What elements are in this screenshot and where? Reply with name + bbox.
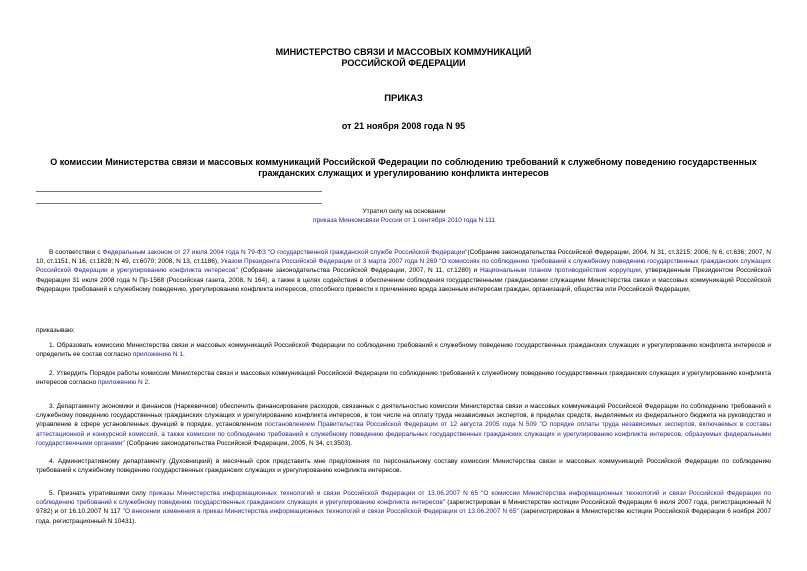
ministry-line-2: РОССИЙСКОЙ ФЕДЕРАЦИИ	[341, 58, 466, 68]
preamble-text-4: , утвержденным Президентом Российской Федерации 31 июля 2008 года N Пр-1568 (Российская газета, 2008, N 164), а также в целях содействия в обеспечении соблюдения государственными гражданскими служащими Министерства связи и массовых коммуникаций Российской Федерации требований к служебному поведению, урегулированию конфликта интересов, способного привести к причинению вреда законным интересам граждан, организаций, общества или Российской Федерации,	[36, 267, 771, 293]
item-2-text: 2. Утвердить Порядок работы комиссии Министерства связи и массовых коммуникаций Российской Федерации по соблюдению требований к служебному поведению государственных гражданских служащих и урегулированию конфликта интересов согласно	[36, 370, 771, 387]
document-title: О комиссии Министерства связи и массовых коммуникаций Российской Федерации по соблюдению требований к служебному поведению государственных гражданских служащих и урегулированию конфликта интересов	[50, 157, 757, 178]
lapsed-order-link[interactable]: приказа Минкомсвязи России от 1 сентября 2010 года N 111	[313, 217, 495, 224]
appendix-1-link[interactable]: приложению N 1	[132, 351, 183, 359]
item-1-text: 1. Образовать комиссию Министерства связи и массовых коммуникаций Российской Федерации по соблюдению требований к служебному поведению государственных гражданских служащих и урегулированию конфликта интересов и определить ее состав согласно	[36, 342, 771, 359]
item-3-end: (Собрание законодательства Российской Федерации, 2005, N 34, ст.3503).	[124, 439, 353, 447]
presidential-decree-link[interactable]: Указом Президента Российской Федерации от 3 марта 2007 года N 269 "О комиссиях по соблюдению требований к служебному поведению государственных гражданских служащих Российской Федерации и урегулированию конфликта интересов"	[36, 258, 771, 275]
preamble-text-1: В соответствии с	[49, 249, 103, 256]
document-type: ПРИКАЗ	[384, 93, 423, 104]
item-5-text-2: (зарегистрирован в Министерстве юстиции Российской Федерации 6 июля 2007 года, регистрационный N 9782) и от 16.10.2007 N 117	[36, 499, 771, 516]
item-1-end: .	[183, 351, 185, 359]
government-resolution-link[interactable]: постановлением Правительства Российской Федерации от 12 августа 2005 года N 509 "О порядке оплаты труда независимых экспертов, включаемых в составы аттестационной и конкурсной комиссий, а также комиссии по соблюдению требований к служебному поведению федеральных государственных гражданских служащих и урегулированию конфликта интересов, образуемых федеральными государственными органами"	[36, 421, 771, 447]
anticorruption-plan-link[interactable]: Национальным планом противодействия коррупции	[479, 267, 641, 275]
divider-bottom	[36, 203, 322, 204]
item-2-end: .	[148, 379, 150, 387]
item-4	[36, 457, 771, 475]
item-5-text: 5. Признать утратившими силу	[49, 490, 150, 497]
preamble-text-2: (Собрание законодательства Российской Федерации, 2004, N 31, ст.3215; 2006, N 6, ст.636; 2007, N 10, ст.1151, N 16, ст.1828; N 49, ст.6070; 2008, N 13, ст.1186),	[36, 249, 771, 266]
orders-word: приказываю:	[36, 327, 75, 334]
item-1	[36, 341, 771, 359]
document-date-number: от 21 ноября 2008 года N 95	[341, 121, 466, 131]
item-3-text: 3. Департаменту экономики и финансов (Наркевичнов) обеспечить финансирование расходов, связанных с деятельностью комиссии Министерства связи и массовых коммуникаций Российской Федерации по соблюдению требований к служебному поведению государственных гражданских служащих и урегулированию конфликта интересов, в том числе на оплату труда независимых экспертов, в пределах средств, выделяемых из федерального бюджета на руководство и управление в сфере установленных функций в порядке, установленном	[36, 403, 771, 429]
repealed-orders-link[interactable]: приказы Министерства информационных технологий и связи Российской Федерации от 13.06.2007 N 65 "О комиссии Министерства информационных технологий и связи Российской Федерации по соблюдению требований к служебному поведению государственных гражданских служащих и урегулированию конфликта интересов"	[36, 490, 772, 507]
federal-law-link[interactable]: Федеральным законом от 27 июля 2004 года N 79-ФЗ "О государственной гражданской службе Российской Федерации"	[102, 249, 468, 256]
item-3	[36, 402, 771, 448]
item-5	[36, 489, 771, 526]
divider-top	[36, 191, 322, 192]
preamble-paragraph	[36, 248, 771, 294]
appendix-2-link[interactable]: приложению N 2	[98, 379, 149, 387]
preamble-text-3: (Собрание законодательства Российской Федерации, 2007, N 11, ст.1280) и	[237, 267, 480, 275]
item-2	[36, 369, 771, 387]
ministry-name	[0, 47, 807, 69]
item-4-text: 4. Административному департаменту (Духовницкий) в месячный срок представить мне предложения по персональному составу комиссии Министерства связи и массовых коммуникаций Российской Федерации по соблюдению требований к служебному поведению государственных гражданских служащих и урегулированию конфликта интересов.	[36, 458, 771, 475]
lapsed-notice	[300, 207, 508, 225]
lapsed-text: Утратил силу на основании	[362, 208, 446, 215]
ministry-line-1: МИНИСТЕРСТВО СВЯЗИ И МАССОВЫХ КОММУНИКАЦИЙ	[275, 47, 532, 57]
item-5-end: (зарегистрирован в Министерстве юстиции Российской Федерации 6 ноября 2007 года, регистрационный N 10431).	[36, 508, 771, 525]
amendment-order-link[interactable]: "О внесении изменения в приказ Министерства информационных технологий и связи Российской Федерации от 13.06.2007 N 65"	[122, 508, 519, 516]
